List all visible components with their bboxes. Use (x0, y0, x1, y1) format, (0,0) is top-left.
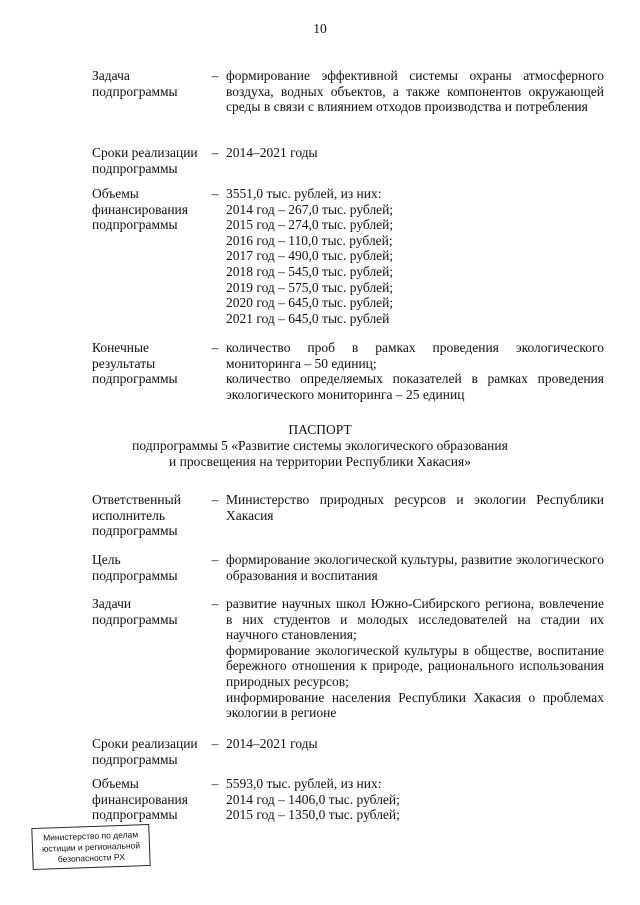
dash: – (211, 776, 219, 791)
goal-text: формирование экологической культуры, развитие экологического образования и воспитания (226, 552, 604, 583)
executor-label-line: исполнитель (92, 507, 165, 523)
funding-line: 2015 год – 274,0 тыс. рублей; (226, 217, 394, 233)
terms-5-text: 2014–2021 годы (226, 736, 318, 751)
tasks-para: развитие научных школ Южно-Сибирского региона, вовлечение в них студентов и молодых исследователей на стадии их научного становления; (226, 596, 604, 643)
tasks-label (92, 596, 204, 721)
dash: – (211, 68, 219, 83)
passport-subtitle-2: и просвещения на территории Республики Хакасия» (169, 454, 471, 469)
funding-line: 2017 год – 490,0 тыс. рублей; (226, 248, 394, 264)
dash: – (211, 340, 219, 355)
row-executor (92, 492, 604, 539)
funding-5-list (226, 776, 604, 823)
row-goal (92, 552, 604, 583)
funding-line: 2021 год – 645,0 тыс. рублей (226, 310, 390, 326)
row-tasks (92, 596, 604, 721)
tasks-para: информирование населения Республики Хакасия о проблемах экологии в регионе (226, 689, 604, 721)
ministry-stamp (31, 824, 150, 870)
funding-5-line: 2014 год – 1406,0 тыс. рублей; (226, 791, 400, 807)
results-label (92, 340, 204, 402)
task-label-line: подпрограммы (92, 83, 178, 99)
row-funding (92, 186, 604, 326)
row-terms (92, 145, 604, 176)
tasks-label-line: подпрограммы (92, 611, 178, 627)
funding-line: 3551,0 тыс. рублей, из них: (226, 186, 382, 201)
funding-list (226, 186, 604, 326)
executor-text: Министерство природных ресурсов и экологии Республики Хакасия (226, 492, 604, 523)
dash: – (211, 552, 219, 567)
results-label-line: результаты (92, 355, 156, 371)
dash: – (211, 186, 219, 201)
goal-label (92, 552, 204, 583)
terms-5-label (92, 736, 204, 767)
results-label-line: Конечные (92, 340, 150, 355)
funding-5-label-line: Объемы (92, 776, 139, 791)
funding-5-line: 5593,0 тыс. рублей, из них: (226, 776, 382, 791)
row-task (92, 68, 604, 115)
funding-line: 2019 год – 575,0 тыс. рублей; (226, 279, 394, 295)
executor-label-line: Ответственный (92, 492, 181, 507)
row-results (92, 340, 604, 402)
funding-label-line: подпрограммы (92, 217, 178, 233)
page-number: 10 (313, 21, 327, 36)
funding-5-label-line: подпрограммы (92, 807, 178, 823)
tasks-label-line: Задачи (92, 596, 132, 611)
task-label (92, 68, 204, 115)
terms-5-label-line: подпрограммы (92, 751, 178, 767)
funding-line: 2016 год – 110,0 тыс. рублей; (226, 232, 393, 248)
executor-label-line: подпрограммы (92, 523, 178, 539)
terms-label (92, 145, 204, 176)
tasks-para: формирование экологической культуры в обществе, воспитание бережного отношения к природе, рационального использования природных ресурсов; (226, 642, 604, 689)
task-text: формирование эффективной системы охраны атмосферного воздуха, водных объектов, а также компонентов окружающей среды в связи с влиянием отходов производства и потребления (226, 68, 604, 115)
stamp-line: Министерство по делам (42, 829, 139, 843)
funding-line: 2020 год – 645,0 тыс. рублей; (226, 295, 394, 311)
terms-text: 2014–2021 годы (226, 145, 318, 160)
results-para: количество определяемых показателей в рамках проведения экологического мониторинга – 25 единиц (226, 371, 604, 402)
terms-label-line: Сроки реализации (92, 145, 198, 160)
task-label-line: Задача (92, 68, 130, 83)
dash: – (211, 492, 219, 507)
passport-title: ПАСПОРТ (288, 422, 352, 437)
funding-line: 2018 год – 545,0 тыс. рублей; (226, 263, 394, 279)
funding-label-line: Объемы (92, 186, 139, 201)
results-para: количество проб в рамках проведения экологического мониторинга – 50 единиц; (226, 340, 604, 371)
executor-label (92, 492, 204, 539)
results-label-line: подпрограммы (92, 371, 178, 387)
dash: – (211, 736, 219, 751)
funding-5-label-line: финансирования (92, 791, 188, 807)
dash: – (211, 145, 219, 160)
funding-line: 2014 год – 267,0 тыс. рублей; (226, 201, 394, 217)
stamp-line: безопасности РХ (57, 851, 126, 865)
row-terms-5 (92, 736, 604, 767)
funding-5-line: 2015 год – 1350,0 тыс. рублей; (226, 807, 400, 823)
funding-5-label (92, 776, 204, 823)
dash: – (211, 596, 219, 611)
passport-subtitle-1: подпрограммы 5 «Развитие системы экологического образования (132, 438, 508, 453)
goal-label-line: подпрограммы (92, 567, 178, 583)
goal-label-line: Цель (92, 552, 121, 567)
stamp-line: юстиции и региональной (41, 840, 141, 854)
terms-label-line: подпрограммы (92, 160, 178, 176)
funding-label-line: финансирования (92, 201, 188, 217)
row-funding-5 (92, 776, 604, 823)
funding-label (92, 186, 204, 326)
terms-5-label-line: Сроки реализации (92, 736, 198, 751)
